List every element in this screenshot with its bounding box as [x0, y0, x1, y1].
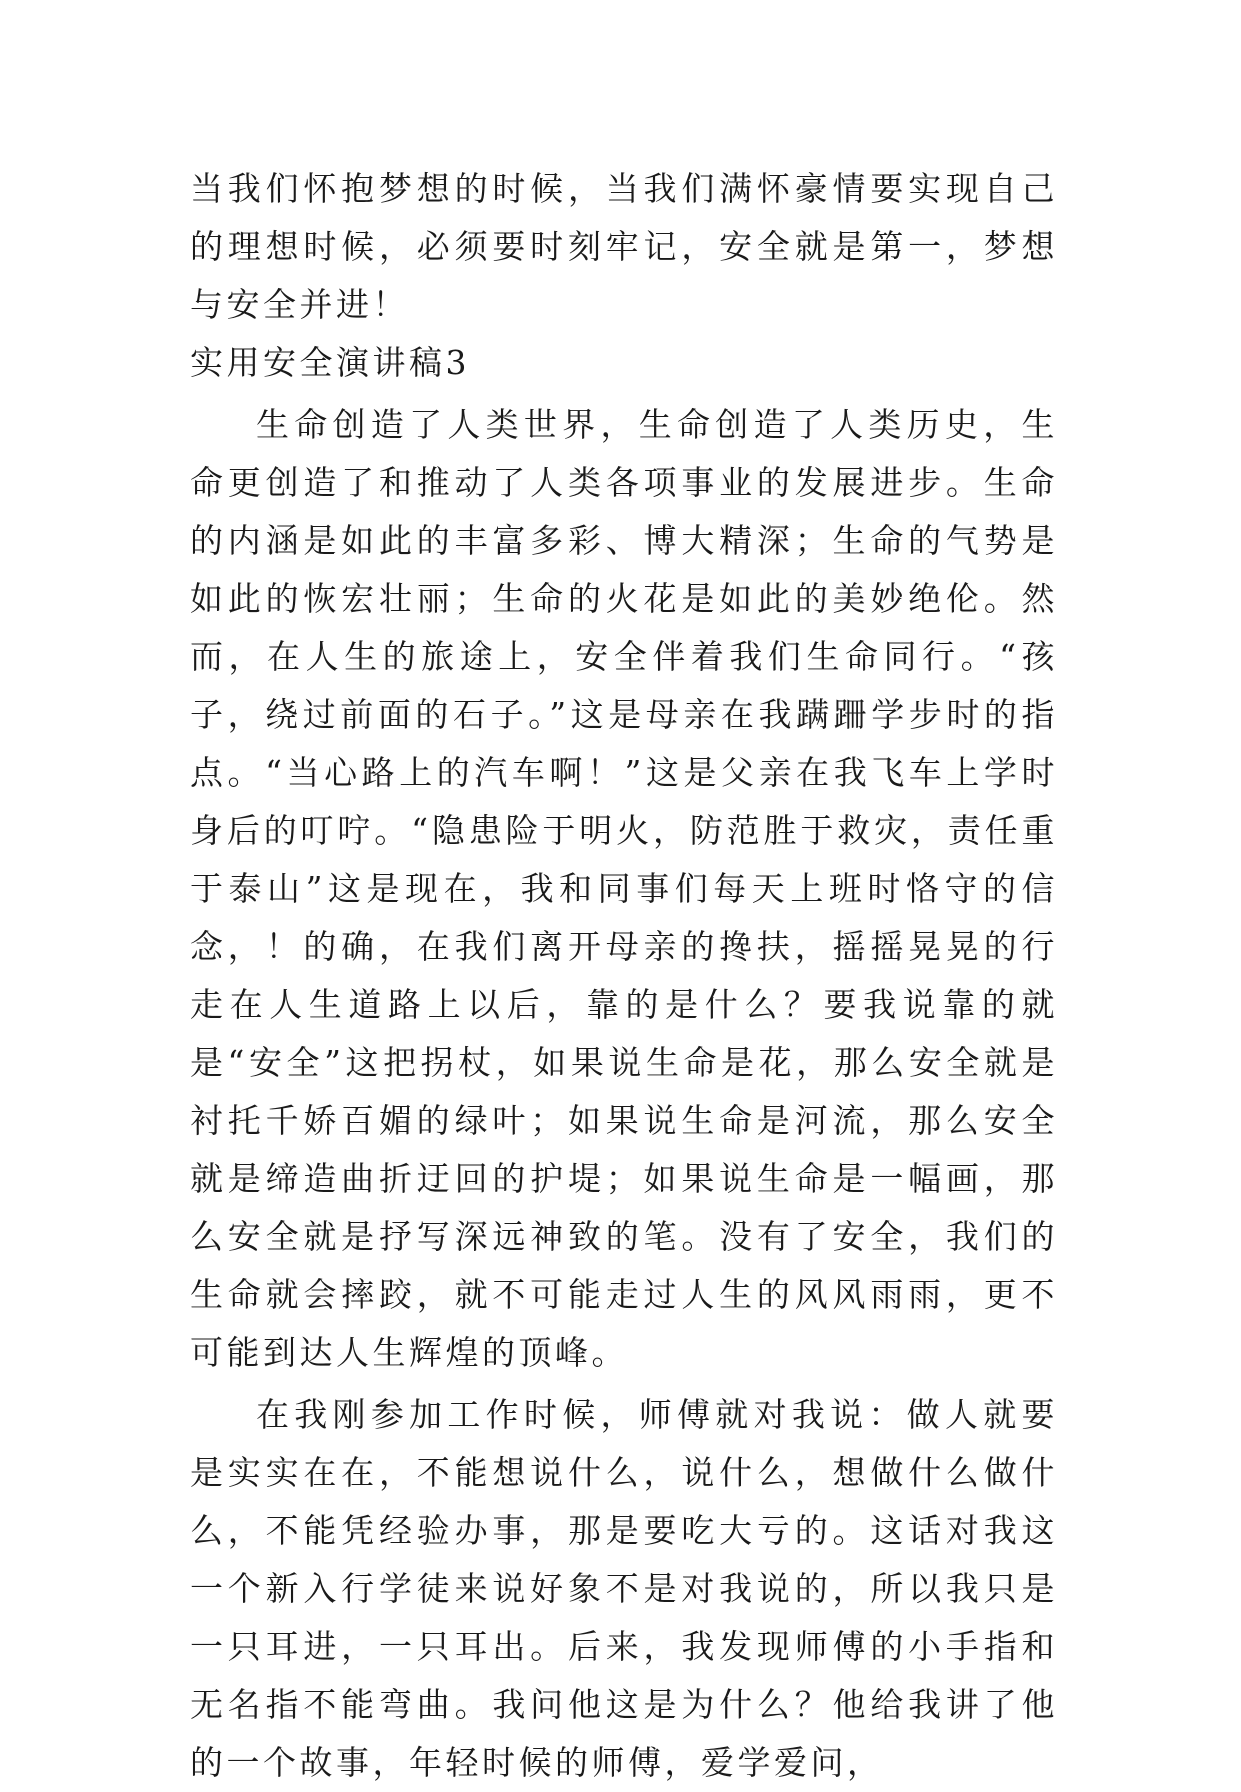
body-paragraph-1: 生命创造了人类世界，生命创造了人类历史，生命更创造了和推动了人类各项事业的发展进步。生命的内涵是如此的丰富多彩、博大精深；生命的气势是如此的恢宏壮丽；生命的火花是如此的美妙绝伦。然而，在人生的旅途上，安全伴着我们生命同行。“孩子，绕过前面的石子。”这是母亲在我蹒跚学步时的指点。“当心路上的汽车啊！”这是父亲在我飞车上学时身后的叮咛。“隐患险于明火，防范胜于救灾，责任重于泰山”这是现在，我和同事们每天上班时恪守的信念，！的确，在我们离开母亲的搀扶，摇摇晃晃的行走在人生道路上以后，靠的是什么？要我说靠的就是“安全”这把拐杖，如果说生命是花，那么安全就是衬托千娇百媚的绿叶；如果说生命是河流，那么安全就是缔造曲折迂回的护堤；如果说生命是一幅画，那么安全就是抒写深远神致的笔。没有了安全，我们的生命就会摔跤，就不可能走过人生的风风雨雨，更不可能到达人生辉煌的顶峰。: [190, 405, 1058, 1372]
body-paragraph-2: 在我刚参加工作时候，师傅就对我说：做人就要是实实在在，不能想说什么，说什么，想做什么做什么，不能凭经验办事，那是要吃大亏的。这话对我这一个新入行学徒来说好象不是对我说的，所以我只是一只耳进，一只耳出。后来，我发现师傅的小手指和无名指不能弯曲。我问他这是为什么？他给我讲了他的一个故事，年轻时候的师傅，爱学爱问，: [190, 1395, 1058, 1782]
document-body: [190, 160, 1058, 1792]
section-title: 实用安全演讲稿3: [190, 343, 470, 382]
lead-paragraph: 当我们怀抱梦想的时候，当我们满怀豪情要实现自己的理想时候，必须要时刻牢记，安全就是第一，梦想与安全并进！: [190, 169, 1058, 324]
